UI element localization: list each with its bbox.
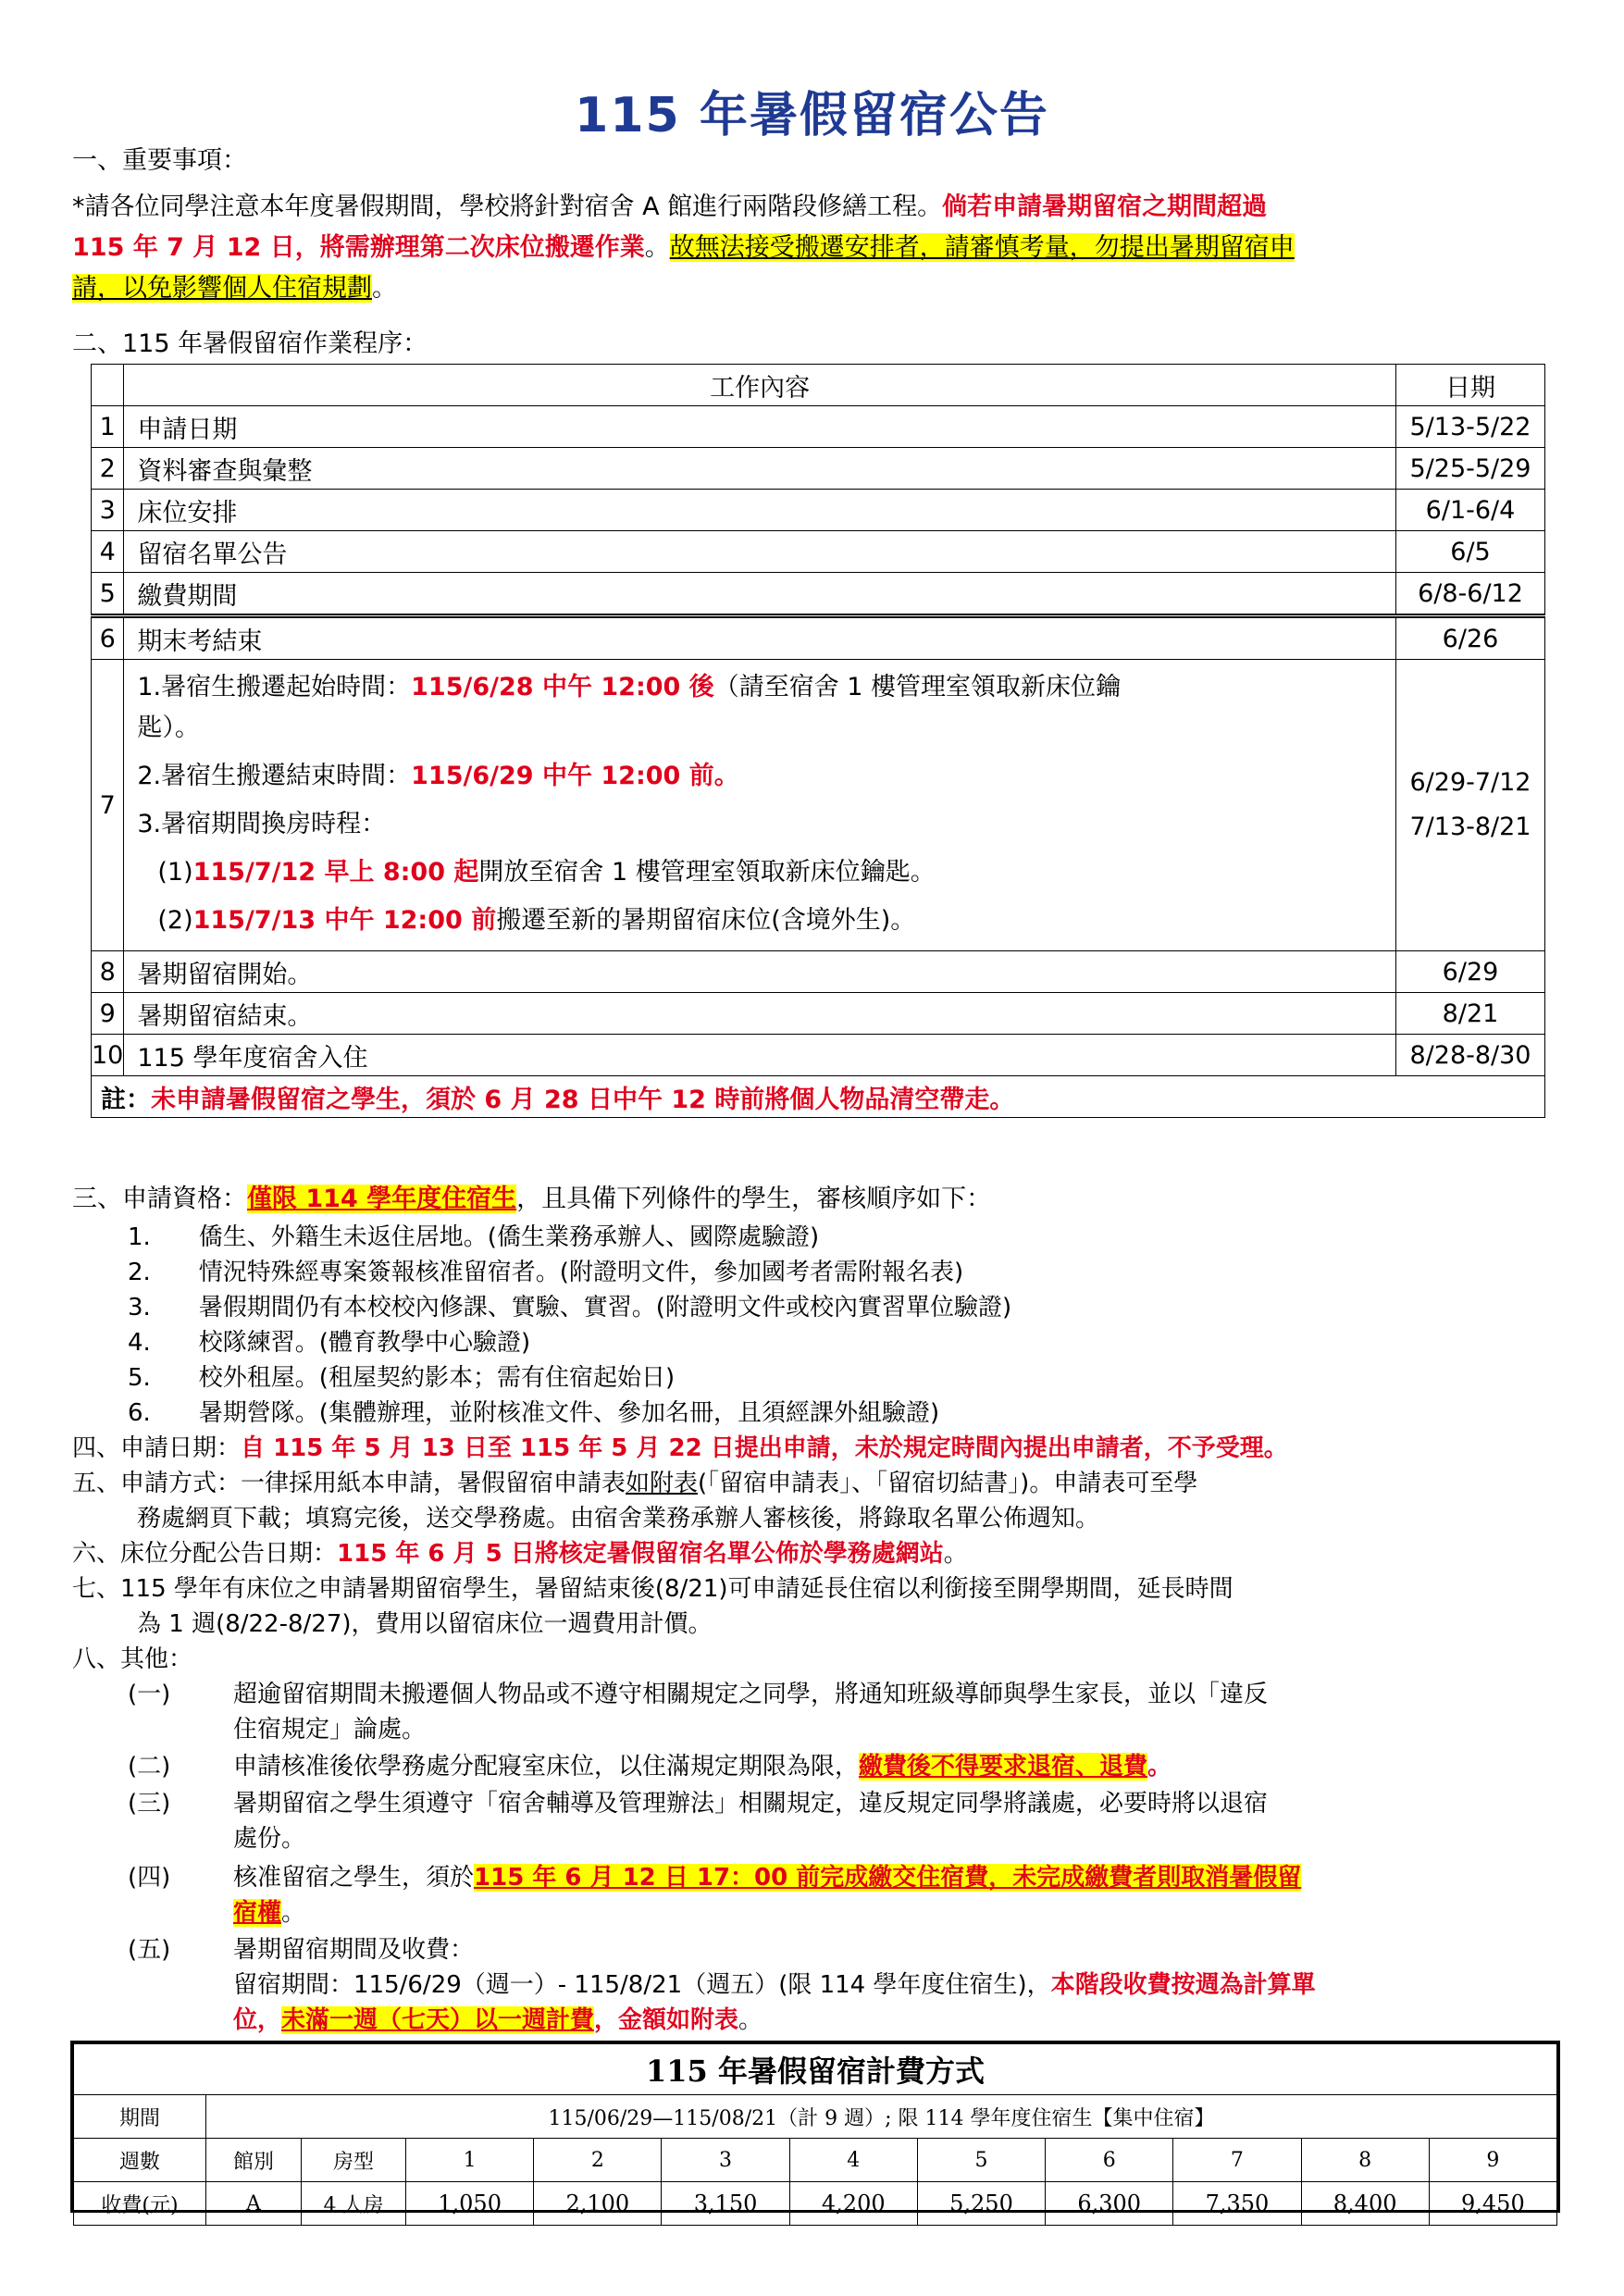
table-row: [92, 993, 1545, 1035]
table-row: [92, 531, 1545, 573]
item-text: [233, 1860, 1301, 1895]
hall-label: 館別: [206, 2139, 302, 2182]
room-label: 房型: [302, 2139, 406, 2182]
row-content: 留宿名單公告: [124, 531, 1396, 573]
row-date: 6/8-6/12: [1396, 573, 1545, 616]
row-date: 6/1-6/4: [1396, 490, 1545, 531]
text: （請至宿舍 1 樓管理室領取新床位鑰: [713, 673, 1122, 701]
table-row-moving-schedule: [92, 660, 1545, 951]
header-number-cell: [92, 365, 124, 406]
row-date: 8/21: [1396, 993, 1545, 1035]
s1-text: *請各位同學注意本年度暑假期間，學校將針對宿舍 A 館進行兩階段修繕工程。: [72, 192, 943, 221]
note-label: 註：: [101, 1085, 151, 1114]
fee-cell: 7,350: [1173, 2182, 1301, 2226]
row-content: 暑期留宿結束。: [124, 993, 1396, 1035]
fee-cell: 5,250: [917, 2182, 1045, 2226]
s1-highlight-2: 請，以免影響個人住宿規劃: [72, 274, 372, 303]
table-note-row: [92, 1076, 1545, 1118]
list-item: 4. 校隊練習。(體育教學中心驗證): [128, 1329, 531, 1357]
moving-schedule-content: [124, 660, 1396, 951]
fee-cell: 1,050: [406, 2182, 534, 2226]
section-6: [72, 1536, 968, 1571]
item-text: [233, 1967, 1316, 2003]
week-cell: 2: [534, 2139, 662, 2182]
section-7-line-2: 為 1 週(8/22-8/27)，費用以留宿床位一週費用計價。: [137, 1610, 713, 1638]
moving-line-4: [137, 849, 1382, 897]
row-date: 6/29-7/12: [1409, 768, 1531, 797]
item-text: 處份。: [233, 1825, 306, 1853]
red-text: 115/6/29 中午 12:00 前。: [411, 762, 739, 790]
text: 五、申請方式：一律採用紙本申請，暑假留宿申請表: [72, 1470, 626, 1497]
text: 六、床位分配公告日期：: [72, 1540, 338, 1568]
fee-amount-row: [74, 2182, 1557, 2226]
section-4: [72, 1431, 1288, 1466]
row-number: 3: [92, 490, 124, 531]
period-label: 期間: [74, 2095, 206, 2139]
section-8-heading: 八、其他：: [72, 1645, 193, 1673]
item-label: (五): [128, 1936, 171, 1964]
red-text: 115/6/28 中午 12:00 後: [411, 673, 714, 701]
row-date: 5/13-5/22: [1396, 406, 1545, 448]
table-row: [92, 448, 1545, 490]
list-item: 3. 暑假期間仍有本校校內修課、實驗、實習。(附證明文件或校內實習單位驗證): [128, 1294, 1012, 1322]
row-number: 2: [92, 448, 124, 490]
schedule-header-row: [92, 365, 1545, 406]
red-text: 115/7/12 早上 8:00 起: [192, 858, 479, 887]
row-number: 7: [92, 660, 124, 951]
moving-line-1: [137, 665, 1382, 710]
section-3-heading: [72, 1181, 991, 1218]
item-text: 暑期留宿期間及收費：: [233, 1936, 475, 1964]
week-cell: 8: [1301, 2139, 1429, 2182]
header-content: 工作內容: [124, 365, 1396, 406]
highlight: 未滿一週（七天）以一週計費: [281, 2006, 595, 2034]
table-note: [92, 1076, 1545, 1118]
fee-cell: 8,400: [1301, 2182, 1429, 2226]
moving-line-2: [137, 752, 1382, 800]
section-1-heading: 一、重要事項：: [72, 146, 247, 175]
table-row: [92, 490, 1545, 531]
header-date: 日期: [1396, 365, 1545, 406]
fee-cell: 4,200: [789, 2182, 917, 2226]
room-value: 4 人房: [302, 2182, 406, 2226]
text: 。: [738, 2006, 763, 2034]
section-2-heading: 二、115 年暑假留宿作業程序：: [72, 329, 428, 358]
text: 2.暑宿生搬遷結束時間：: [137, 762, 412, 790]
row-number: 5: [92, 573, 124, 616]
row-content: 申請日期: [124, 406, 1396, 448]
s1-punct: 。: [644, 233, 670, 262]
list-item: 6. 暑期營隊。(集體辦理，並附核准文件、參加名冊，且須經課外組驗證): [128, 1399, 940, 1427]
item-label: (三): [128, 1790, 171, 1818]
item-text: 住宿規定」論處。: [233, 1716, 427, 1744]
section-1-line-2: [72, 230, 1295, 267]
fee-title-row: [74, 2044, 1557, 2095]
fee-title: 115 年暑假留宿計費方式: [74, 2044, 1557, 2095]
fee-label: 收費(元): [74, 2182, 206, 2226]
week-cell: 4: [789, 2139, 917, 2182]
text: (1): [157, 858, 193, 887]
fee-cell: 9,450: [1429, 2182, 1556, 2226]
fee-cell: 3,150: [662, 2182, 789, 2226]
text: 四、申請日期：: [72, 1434, 242, 1462]
schedule-table: [91, 364, 1545, 1118]
section-5-line-1: [72, 1466, 1197, 1501]
row-content: 期末考結束: [124, 616, 1396, 660]
weeks-label: 週數: [74, 2139, 206, 2182]
fee-table: [73, 2043, 1557, 2226]
red-text: 本階段收費按週為計算單: [1050, 1971, 1316, 1999]
row-number: 1: [92, 406, 124, 448]
fee-table-box: [70, 2041, 1560, 2217]
item-label: (二): [128, 1753, 171, 1781]
text: 核准留宿之學生，須於: [233, 1864, 475, 1892]
text: (「留宿申請表」、「留宿切結書」)。申請表可至學: [698, 1470, 1198, 1497]
row-content: 繳費期間: [124, 573, 1396, 616]
list-item: 2. 情況特殊經專案簽報核准留宿者。(附證明文件，參加國考者需附報名表): [128, 1259, 964, 1286]
red-text: 115 年 6 月 5 日將核定暑假留宿名單公佈於學務處網站: [337, 1540, 944, 1568]
item-text: [233, 2003, 762, 2038]
list-item: 5. 校外租屋。(租屋契約影本；需有住宿起始日): [128, 1364, 676, 1392]
row-date: 5/25-5/29: [1396, 448, 1545, 490]
table-row: [92, 1035, 1545, 1076]
text: 開放至宿舍 1 樓管理室領取新床位鑰匙。: [478, 858, 936, 887]
red-text: 自 115 年 5 月 13 日至 115 年 5 月 22 日提出申請，未於規定時間內提出申請者，不予受理。: [241, 1434, 1288, 1462]
week-cell: 5: [917, 2139, 1045, 2182]
highlight: 僅限 114 學年度住宿生: [247, 1185, 517, 1213]
moving-line-5: [137, 897, 1382, 945]
row-number: 8: [92, 951, 124, 993]
row-content: 資料審查與彙整: [124, 448, 1396, 490]
table-row: [92, 573, 1545, 616]
row-number: 6: [92, 616, 124, 660]
highlight: 宿權: [233, 1899, 282, 1927]
text: 搬遷至新的暑期留宿床位(含境外生)。: [496, 906, 916, 935]
s1-highlight: 故無法接受搬遷安排者，請審慎考量，勿提出暑期留宿申: [669, 233, 1295, 262]
row-content: 115 學年度宿舍入住: [124, 1035, 1396, 1076]
red-text: 115/7/13 中午 12:00 前: [192, 906, 497, 935]
text: 。: [943, 1540, 968, 1568]
note-text: 未申請暑假留宿之學生，須於 6 月 28 日中午 12 時前將個人物品清空帶走。: [151, 1085, 1015, 1114]
page-title: 115 年暑假留宿公告: [575, 88, 1049, 143]
text: (2): [157, 906, 193, 935]
row-number: 10: [92, 1035, 124, 1076]
item-label: (四): [128, 1864, 171, 1892]
week-cell: 7: [1173, 2139, 1301, 2182]
table-row: [92, 951, 1545, 993]
row-date: 7/13-8/21: [1409, 813, 1531, 841]
section-7-line-1: 七、115 學年有床位之申請暑期留宿學生，暑留結束後(8/21)可申請延長住宿以利銜接至開學期間，延長時間: [72, 1575, 1233, 1603]
row-content: 床位安排: [124, 490, 1396, 531]
item-text: [233, 1895, 305, 1930]
highlight: 115 年 6 月 12 日 17：00 前完成繳交住宿費，未完成繳費者則取消暑假留: [474, 1864, 1302, 1892]
s1-red-text-2: 115 年 7 月 12 日，將需辦理第二次床位搬遷作業: [72, 233, 645, 262]
underlined-text: 如附表: [626, 1470, 699, 1497]
highlight: 繳費後不得要求退宿、退費: [859, 1753, 1148, 1781]
row-date: 6/26: [1396, 616, 1545, 660]
item-text: 超逾留宿期間未搬遷個人物品或不遵守相關規定之同學，將通知班級導師與學生家長，並以「違反: [233, 1681, 1269, 1708]
moving-line-1b: 匙）。: [137, 714, 200, 742]
moving-dates: [1396, 660, 1545, 951]
item-label: (一): [128, 1681, 171, 1708]
week-cell: 1: [406, 2139, 534, 2182]
text: 。: [1147, 1753, 1172, 1781]
fee-weeks-row: [74, 2139, 1557, 2182]
table-row: [92, 406, 1545, 448]
moving-line-3: 3.暑宿期間換房時程：: [137, 810, 387, 838]
red-text: ，金額如附表: [594, 2006, 739, 2034]
fee-cell: 2,100: [534, 2182, 662, 2226]
red-text: 位，: [233, 2006, 282, 2034]
period-value: 115/06/29—115/08/21（計 9 週）; 限 114 學年度住宿生【集中住宿】: [206, 2095, 1557, 2139]
hall-value: A: [206, 2182, 302, 2226]
section-5-line-2: 務處網頁下載；填寫完後，送交學務處。由宿舍業務承辦人審核後，將錄取名單公佈週知。: [137, 1505, 1100, 1533]
text: 。: [281, 1899, 306, 1927]
row-number: 9: [92, 993, 124, 1035]
s1-red-text: 倘若申請暑期留宿之期間超過: [942, 192, 1268, 221]
text: 留宿期間：115/6/29（週一）- 115/8/21（週五）(限 114 學年度住宿生)，: [233, 1971, 1051, 1999]
row-content: 暑期留宿開始。: [124, 951, 1396, 993]
week-cell: 6: [1046, 2139, 1173, 2182]
item-text: [233, 1749, 1172, 1784]
row-date: 6/5: [1396, 531, 1545, 573]
row-date: 6/29: [1396, 951, 1545, 993]
text: 申請核准後依學務處分配寢室床位，以住滿規定期限為限，: [233, 1753, 860, 1781]
list-item: 1. 僑生、外籍生未返住居地。(僑生業務承辦人、國際處驗證): [128, 1223, 820, 1251]
section-1-line-3: [72, 270, 397, 307]
row-date: 8/28-8/30: [1396, 1035, 1545, 1076]
text: ，且具備下列條件的學生，審核順序如下：: [516, 1185, 992, 1213]
fee-period-row: [74, 2095, 1557, 2139]
fee-cell: 6,300: [1046, 2182, 1173, 2226]
s1-end: 。: [372, 274, 397, 303]
row-number: 4: [92, 531, 124, 573]
text: 三、申請資格：: [72, 1185, 247, 1213]
table-row: [92, 616, 1545, 660]
week-cell: 3: [662, 2139, 789, 2182]
item-text: 暑期留宿之學生須遵守「宿舍輔導及管理辦法」相關規定，違反規定同學將議處，必要時將以退宿: [233, 1790, 1269, 1818]
week-cell: 9: [1429, 2139, 1556, 2182]
section-1-line-1: [72, 189, 1267, 226]
text: 1.暑宿生搬遷起始時間：: [137, 673, 412, 701]
